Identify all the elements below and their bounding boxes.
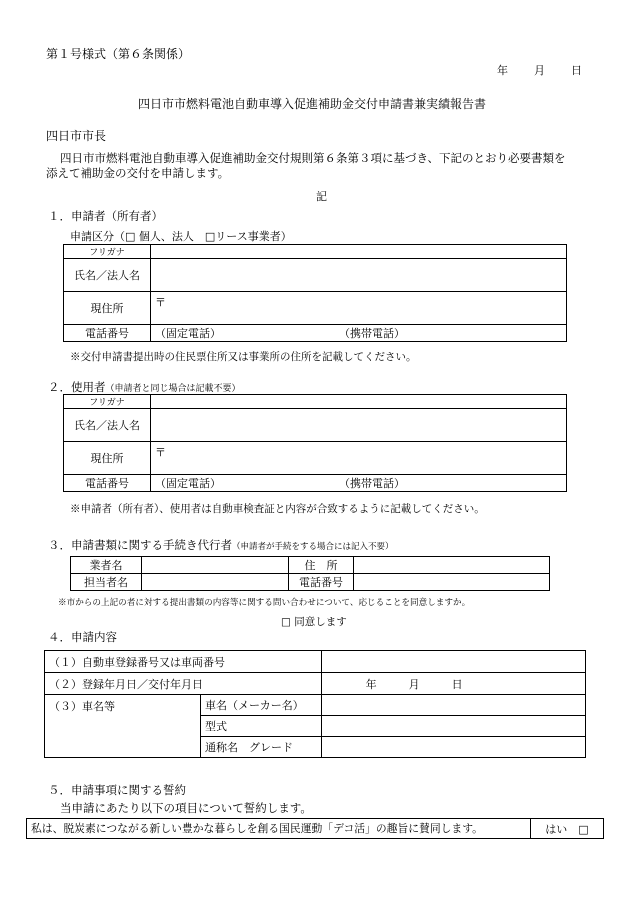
section-1-note: ※交付申請書提出時の住民票住所又は事業所の住所を記載してください。: [70, 351, 417, 363]
car-name-field[interactable]: [321, 695, 585, 716]
user-address-field[interactable]: [151, 442, 567, 475]
pledge-table: [26, 818, 604, 839]
registration-number-label: （１）自動車登録番号又は車両番号: [45, 651, 322, 673]
section-4-heading: ４．申請内容: [48, 630, 117, 644]
applicant-furigana-label: フリガナ: [64, 245, 151, 259]
registration-number-field[interactable]: [321, 651, 585, 673]
registration-day: 日: [451, 677, 463, 691]
agent-address-field[interactable]: [354, 557, 550, 574]
agent-person-field[interactable]: [142, 574, 289, 591]
applicant-address-label: 現住所: [64, 292, 151, 325]
application-table: [44, 650, 586, 758]
mobile-label: （携帯電話）: [339, 477, 405, 490]
date-day-label: 日: [571, 64, 582, 77]
section-3-heading: [48, 537, 394, 553]
applicant-phone-field[interactable]: [151, 325, 567, 342]
section-2-heading-note: （申請者と同じ場合は記載不要）: [105, 384, 241, 394]
grade-label: 通称名 グレード: [201, 737, 322, 758]
vehicle-info-label: （３）車名等: [45, 695, 201, 758]
registration-date-field[interactable]: [321, 673, 585, 695]
user-table: [63, 394, 567, 492]
landline-label: （固定電話）: [155, 477, 221, 490]
user-furigana-field[interactable]: [151, 395, 567, 409]
agent-phone-field[interactable]: [354, 574, 550, 591]
section-5-intro: 当申請にあたり以下の項目について誓約します。: [60, 801, 312, 815]
grade-field[interactable]: [321, 737, 585, 758]
addressee: 四日市市長: [46, 129, 107, 143]
user-furigana-label: フリガナ: [64, 395, 151, 409]
agent-person-label: 担当者名: [71, 574, 142, 591]
section-3-note: ※市からの上記の者に対する提出書類の内容等に関する問い合わせについて、応じることを同意しますか。: [58, 598, 471, 608]
agent-table: [70, 556, 550, 591]
user-name-field[interactable]: [151, 409, 567, 442]
applicant-table: [63, 244, 567, 342]
landline-label: （固定電話）: [155, 327, 221, 340]
registration-date-label: （２）登録年月日／交付年月日: [45, 673, 322, 695]
car-name-label: 車名（メーカー名）: [201, 695, 322, 716]
date-year-label: 年: [497, 64, 508, 77]
document-title: 四日市市燃料電池自動車導入促進補助金交付申請書兼実績報告書: [138, 97, 487, 111]
section-1-heading: １．申請者（所有者）: [48, 209, 163, 223]
registration-year: 年: [365, 677, 377, 691]
mobile-label: （携帯電話）: [339, 327, 405, 340]
section-2-heading: [48, 379, 241, 395]
model-field[interactable]: [321, 716, 585, 737]
applicant-phone-label: 電話番号: [64, 325, 151, 342]
applicant-name-field[interactable]: [151, 259, 567, 292]
applicant-category[interactable]: 申請区分（□ 個人、法人 □リース事業者）: [70, 230, 292, 243]
section-5-heading: ５．申請事項に関する誓約: [48, 783, 186, 797]
date-line: [497, 62, 582, 78]
pledge-yes-checkbox[interactable]: はい □: [531, 819, 604, 839]
section-3-heading-note: （申請者が手続をする場合には記入不要）: [232, 542, 394, 552]
intro-line-1: 四日市市燃料電池自動車導入促進補助金交付規則第６条第３項に基づき、下記のとおり必要書類を: [60, 151, 566, 165]
model-label: 型式: [201, 716, 322, 737]
section-2-title: ２．使用者: [48, 380, 106, 394]
section-2-note: ※申請者（所有者）、使用者は自動車検査証と内容が合致するように記載してください。: [70, 503, 485, 515]
user-phone-label: 電話番号: [64, 475, 151, 492]
applicant-furigana-field[interactable]: [151, 245, 567, 259]
registration-month: 月: [408, 677, 420, 691]
form-number: 第１号様式（第６条関係）: [46, 47, 191, 61]
agree-checkbox[interactable]: □ 同意します: [281, 616, 347, 628]
ki-mark: 記: [316, 190, 327, 203]
intro-line-2: 添えて補助金の交付を申請します。: [46, 166, 230, 180]
user-name-label: 氏名／法人名: [64, 409, 151, 442]
user-address-label: 現住所: [64, 442, 151, 475]
applicant-name-label: 氏名／法人名: [64, 259, 151, 292]
postal-mark: 〒: [155, 296, 166, 309]
agent-company-field[interactable]: [142, 557, 289, 574]
agent-company-label: 業者名: [71, 557, 142, 574]
postal-mark: 〒: [155, 446, 166, 459]
agent-address-label: 住 所: [289, 557, 354, 574]
pledge-text: 私は、脱炭素につながる新しい豊かな暮らしを創る国民運動「デコ活」の趣旨に賛同します。: [27, 819, 531, 839]
date-month-label: 月: [534, 64, 545, 77]
agent-phone-label: 電話番号: [289, 574, 354, 591]
section-3-title: ３．申請書類に関する手続き代行者: [48, 538, 232, 552]
applicant-address-field[interactable]: [151, 292, 567, 325]
user-phone-field[interactable]: [151, 475, 567, 492]
